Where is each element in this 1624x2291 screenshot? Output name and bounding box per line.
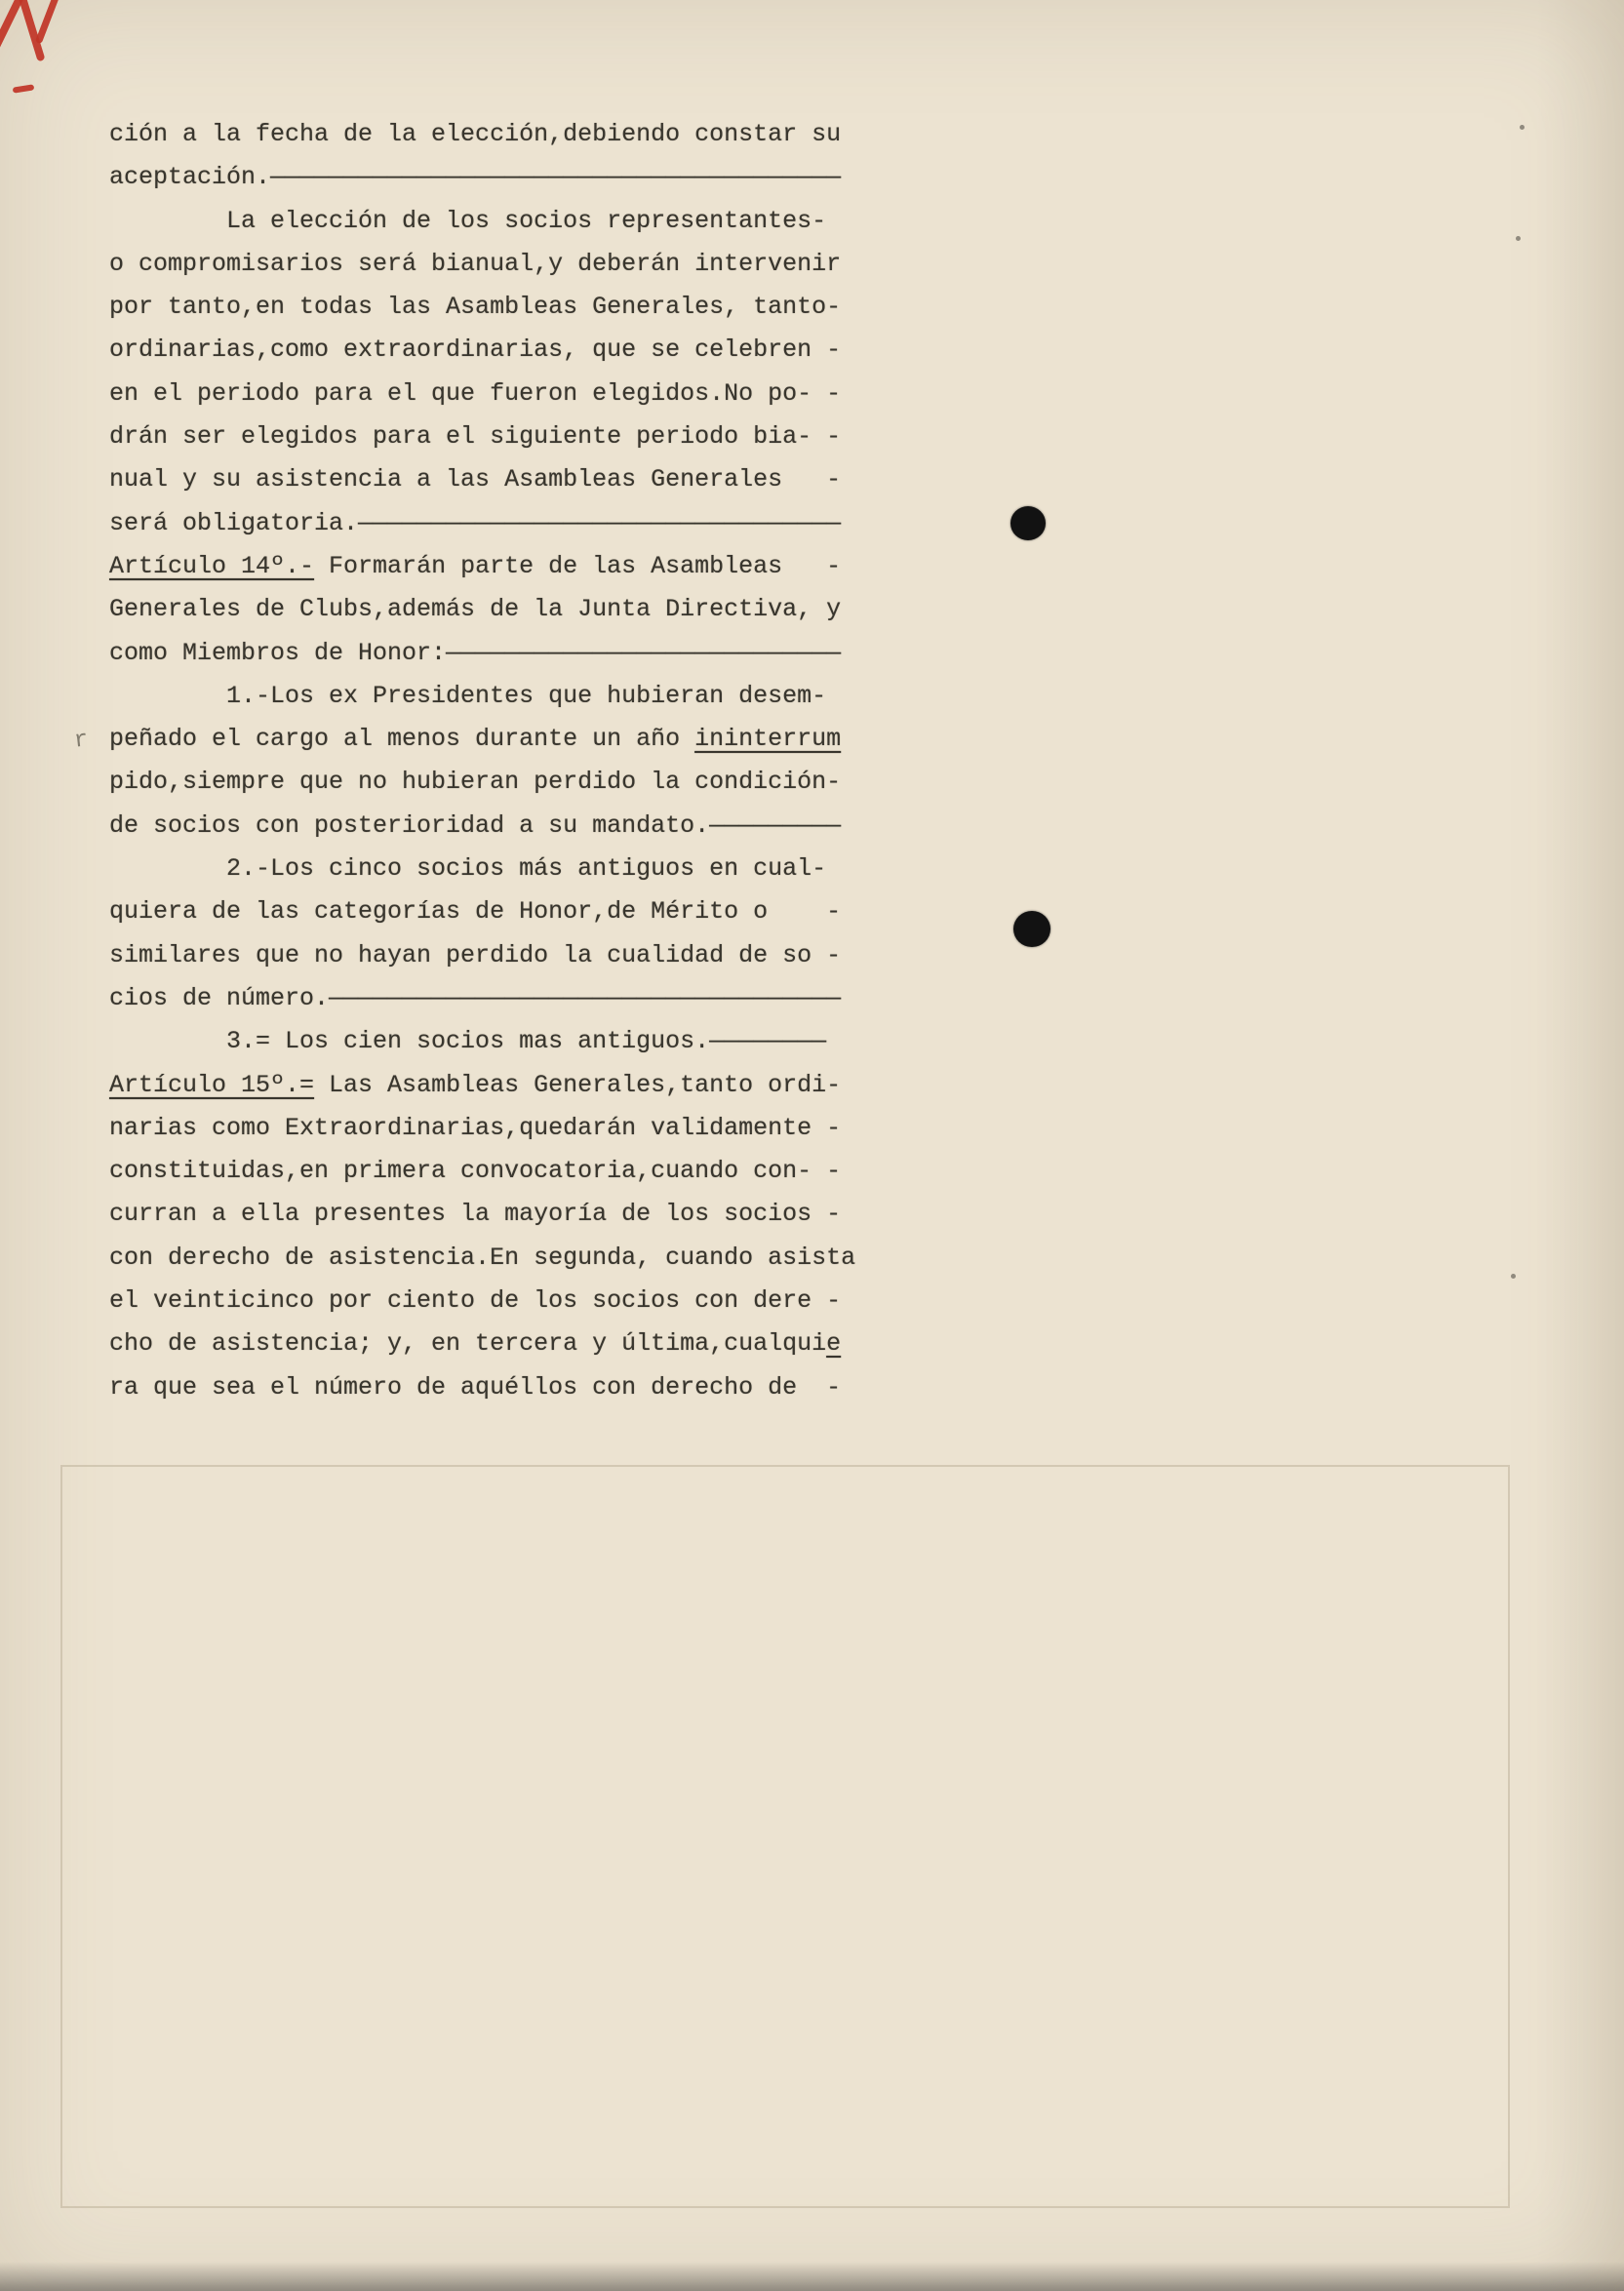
text-segment: curran a ella presentes la mayoría de los socios - (109, 1200, 842, 1229)
text-segment: similares que no hayan perdido la cualidad de so - (109, 940, 842, 969)
text-line (109, 1237, 855, 1280)
text-line (109, 632, 855, 675)
text-line (109, 805, 855, 848)
text-line (109, 286, 855, 329)
text-line (109, 243, 855, 286)
text-line (109, 718, 855, 761)
text-segment: peñado el cargo al menos durante un año (109, 725, 695, 754)
text-line (109, 934, 855, 977)
red-pen-stroke (35, 0, 61, 44)
text-segment: cios de número.——————————————————————————————————— (109, 983, 842, 1012)
text-segment: pido,siempre que no hubieran perdido la condición- (109, 768, 842, 797)
text-segment: de socios con posterioridad a su mandato.————————— (109, 810, 842, 840)
underlined-text: ininterrum (694, 725, 842, 754)
text-line (109, 1193, 855, 1236)
text-line (109, 761, 855, 804)
text-segment: 1.-Los ex Presidentes que hubieran desem- (109, 681, 827, 710)
text-line (109, 1020, 855, 1063)
text-line (109, 977, 855, 1020)
text-segment: ción a la fecha de la elección,debiendo constar su (109, 120, 842, 148)
text-line (109, 588, 855, 631)
text-segment: Generales de Clubs,además de la Junta Directiva, y (109, 595, 842, 624)
text-segment: como Miembros de Honor:——————————————————————————— (109, 638, 842, 667)
paper-speck (1516, 236, 1521, 241)
text-line (109, 502, 855, 545)
text-line (109, 373, 855, 415)
text-segment: constituidas,en primera convocatoria,cuando con- - (109, 1157, 842, 1186)
text-line (109, 1107, 855, 1150)
text-segment: ra que sea el número de aquéllos con derecho de - (109, 1372, 842, 1402)
text-segment: en el periodo para el que fueron elegidos.No po- - (109, 378, 842, 408)
text-line (109, 848, 855, 890)
text-segment: será obligatoria.————————————————————————————————— (109, 508, 842, 537)
text-segment: 3.= Los cien socios mas antiguos.———————— (109, 1027, 827, 1056)
red-pen-mark (0, 0, 117, 127)
underlined-text: Artículo 14º.- (109, 551, 315, 580)
text-segment: Las Asambleas Generales,tanto ordi- (314, 1070, 842, 1099)
underlined-text: Artículo 15º.= (109, 1070, 315, 1099)
text-segment: aceptación.——————————————————————————————————————— (109, 163, 842, 192)
text-line (109, 1366, 855, 1409)
text-segment: por tanto,en todas las Asambleas Generales, tanto- (109, 293, 842, 322)
text-segment: ordinarias,como extraordinarias, que se celebren - (109, 336, 842, 365)
text-segment: narias como Extraordinarias,quedarán validamente - (109, 1113, 842, 1142)
typewritten-text-block (109, 113, 855, 1409)
text-segment: 2.-Los cinco socios más antiguos en cual- (109, 854, 827, 884)
text-line (109, 415, 855, 458)
bleed-through-outline (60, 1465, 1510, 2208)
paper-speck (1511, 1274, 1516, 1279)
text-line (109, 1064, 855, 1107)
text-segment: quiera de las categorías de Honor,de Mérito o - (109, 897, 842, 927)
text-segment: drán ser elegidos para el siguiente periodo bia- - (109, 422, 842, 452)
scan-edge-shadow (0, 2262, 1624, 2291)
text-segment: con derecho de asistencia.En segunda, cuando asista (109, 1243, 856, 1272)
text-segment: La elección de los socios representantes- (109, 206, 827, 235)
text-line (109, 113, 855, 156)
text-line (109, 1150, 855, 1193)
text-segment: Formarán parte de las Asambleas - (314, 551, 842, 580)
text-line (109, 890, 855, 933)
red-pen-stroke (13, 84, 35, 93)
text-line (109, 156, 855, 199)
text-line (109, 1280, 855, 1323)
text-segment: cho de asistencia; y, en tercera y última,cualqui (109, 1329, 827, 1359)
pencil-mark: r (72, 727, 90, 755)
underlined-text: e (826, 1329, 842, 1359)
text-segment: o compromisarios será bianual,y deberán intervenir (109, 249, 842, 278)
ink-dot-top (1010, 506, 1046, 540)
text-segment: nual y su asistencia a las Asambleas Generales - (109, 465, 842, 494)
paper-speck (1520, 125, 1525, 130)
ink-dot-bottom (1013, 911, 1050, 947)
text-segment: el veinticinco por ciento de los socios con dere - (109, 1286, 842, 1316)
text-line (109, 458, 855, 501)
text-line (109, 1323, 855, 1365)
text-line (109, 675, 855, 718)
text-line (109, 329, 855, 372)
text-line (109, 545, 855, 588)
text-line (109, 200, 855, 243)
